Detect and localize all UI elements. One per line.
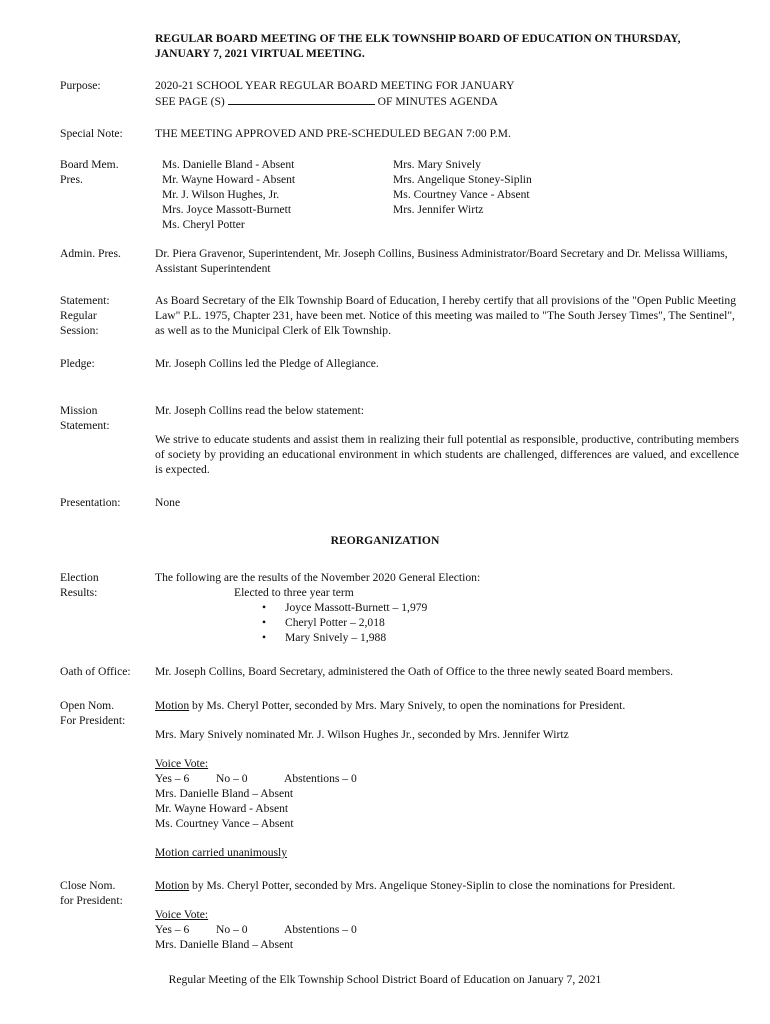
- board-member: Mrs. Jennifer Wirtz: [393, 203, 484, 216]
- page-footer: Regular Meeting of the Elk Township School District Board of Education on January 7, 2021: [168, 973, 602, 986]
- presentation-label: Presentation:: [60, 496, 121, 509]
- mission-intro: Mr. Joseph Collins read the below statement:: [155, 404, 364, 417]
- vote-no: No – 0: [216, 923, 248, 936]
- vote-no: No – 0: [216, 772, 248, 785]
- board-member: Mrs. Angelique Stoney-Siplin: [393, 173, 532, 186]
- vote-abstentions: Abstentions – 0: [284, 923, 357, 936]
- purpose-see-page: SEE PAGE (S): [155, 95, 225, 108]
- voice-vote-heading: Voice Vote:: [155, 757, 209, 770]
- election-label: [60, 570, 150, 600]
- open-nom-label: [60, 698, 150, 728]
- statement-label-line: Regular: [60, 309, 97, 322]
- open-nom-motion: [155, 698, 739, 713]
- board-member: Mrs. Joyce Massott-Burnett: [162, 203, 292, 216]
- oath-text: Mr. Joseph Collins, Board Secretary, administered the Oath of Office to the three newly seated Board members.: [155, 665, 674, 678]
- reorganization-heading: REORGANIZATION: [330, 534, 440, 547]
- board-member: Ms. Danielle Bland - Absent: [162, 158, 295, 171]
- board-member: Mr. J. Wilson Hughes, Jr.: [162, 188, 280, 201]
- absent-member: Ms. Courtney Vance – Absent: [155, 817, 294, 830]
- board-member: Ms. Courtney Vance - Absent: [393, 188, 530, 201]
- pledge-text: Mr. Joseph Collins led the Pledge of Allegiance.: [155, 357, 379, 370]
- board-members-col-1: [162, 157, 295, 232]
- mission-label-line: Mission: [60, 404, 98, 417]
- election-label-line: Election: [60, 571, 99, 584]
- absent-member: Mr. Wayne Howard - Absent: [155, 802, 289, 815]
- mission-label-line: Statement:: [60, 419, 110, 432]
- pledge-label: Pledge:: [60, 357, 95, 370]
- board-label-line-2: Pres.: [60, 173, 83, 186]
- absent-member: Mrs. Danielle Bland – Absent: [155, 938, 294, 951]
- election-subheading: Elected to three year term: [234, 586, 354, 599]
- absent-member: Mrs. Danielle Bland – Absent: [155, 787, 294, 800]
- purpose-line-1: 2020-21 SCHOOL YEAR REGULAR BOARD MEETING FOR JANUARY: [155, 79, 515, 92]
- board-label-line-1: Board Mem.: [60, 158, 119, 171]
- election-block: [155, 570, 739, 645]
- election-intro: The following are the results of the November 2020 General Election:: [155, 571, 481, 584]
- special-note-text: THE MEETING APPROVED AND PRE-SCHEDULED BEGAN 7:00 P.M.: [155, 127, 511, 140]
- special-note-label: Special Note:: [60, 127, 123, 140]
- admin-label: Admin. Pres.: [60, 247, 121, 260]
- purpose-line-2: [155, 93, 739, 109]
- title-line-2: JANUARY 7, 2021 VIRTUAL MEETING.: [155, 47, 365, 60]
- motion-carried: Motion carried unanimously: [155, 846, 288, 859]
- presentation-text: None: [155, 496, 181, 509]
- election-results-list: [155, 600, 739, 645]
- open-nom-label-line: For President:: [60, 714, 126, 727]
- statement-text: As Board Secretary of the Elk Township Board of Education, I hereby certify that all provisions of the "Open Public Meeting Law" P.L. 1975, Chapter 231, have been met. Notice of this meeting was mailed to "The South Jersey Times", The Sentinel", as well as to the Municipal Clerk of Elk Township.: [155, 294, 737, 337]
- open-nom-label-line: Open Nom.: [60, 699, 115, 712]
- title-line-1: REGULAR BOARD MEETING OF THE ELK TOWNSHIP BOARD OF EDUCATION ON THURSDAY,: [155, 32, 681, 45]
- oath-label: Oath of Office:: [60, 665, 131, 678]
- board-member: Mr. Wayne Howard - Absent: [162, 173, 296, 186]
- close-nom-label: [60, 878, 150, 908]
- mission-block: [155, 403, 739, 477]
- voice-vote-heading: Voice Vote:: [155, 908, 209, 921]
- motion-text: by Ms. Cheryl Potter, seconded by Mrs. Angelique Stoney-Siplin to close the nominations for President.: [189, 879, 676, 892]
- mission-label: [60, 403, 150, 433]
- document-title: [155, 31, 745, 61]
- admin-text: Dr. Piera Gravenor, Superintendent, Mr. Joseph Collins, Business Administrator/Board Secretary and Dr. Melissa Williams, Assistant Superintendent: [155, 247, 728, 275]
- page-blank-line: [228, 93, 375, 105]
- close-nom-block: [155, 878, 739, 952]
- list-item: • Joyce Massott-Burnett – 1,979: [155, 600, 739, 615]
- motion-text: by Ms. Cheryl Potter, seconded by Mrs. Mary Snively, to open the nominations for President.: [189, 699, 626, 712]
- close-nom-motion: [155, 878, 739, 893]
- purpose-of-minutes: OF MINUTES AGENDA: [377, 95, 499, 108]
- board-members-label: [60, 157, 150, 187]
- open-nom-block: [155, 698, 739, 860]
- purpose-text: [155, 78, 739, 109]
- vote-tally: [155, 771, 739, 786]
- list-item: • Mary Snively – 1,988: [155, 630, 739, 645]
- board-member: Ms. Cheryl Potter: [162, 218, 245, 231]
- vote-yes: Yes – 6: [155, 923, 190, 936]
- purpose-label: Purpose:: [60, 79, 101, 92]
- nomination-text: Mrs. Mary Snively nominated Mr. J. Wilson Hughes Jr., seconded by Mrs. Jennifer Wirtz: [155, 728, 569, 741]
- list-item: • Cheryl Potter – 2,018: [155, 615, 739, 630]
- statement-label-line: Statement:: [60, 294, 110, 307]
- board-members-col-2: [393, 157, 532, 217]
- statement-label: [60, 293, 150, 338]
- vote-yes: Yes – 6: [155, 772, 190, 785]
- statement-label-line: Session:: [60, 324, 99, 337]
- vote-tally: [155, 922, 739, 937]
- mission-statement-text: We strive to educate students and assist them in realizing their full potential as responsible, productive, contributing members of society by providing an educational environment in which students are challenged, differences are valued, and excellence is expected.: [155, 433, 739, 476]
- vote-abstentions: Abstentions – 0: [284, 772, 357, 785]
- election-label-line: Results:: [60, 586, 98, 599]
- close-nom-label-line: for President:: [60, 894, 123, 907]
- board-member: Mrs. Mary Snively: [393, 158, 481, 171]
- close-nom-label-line: Close Nom.: [60, 879, 116, 892]
- motion-word: Motion: [155, 879, 190, 892]
- motion-word: Motion: [155, 699, 190, 712]
